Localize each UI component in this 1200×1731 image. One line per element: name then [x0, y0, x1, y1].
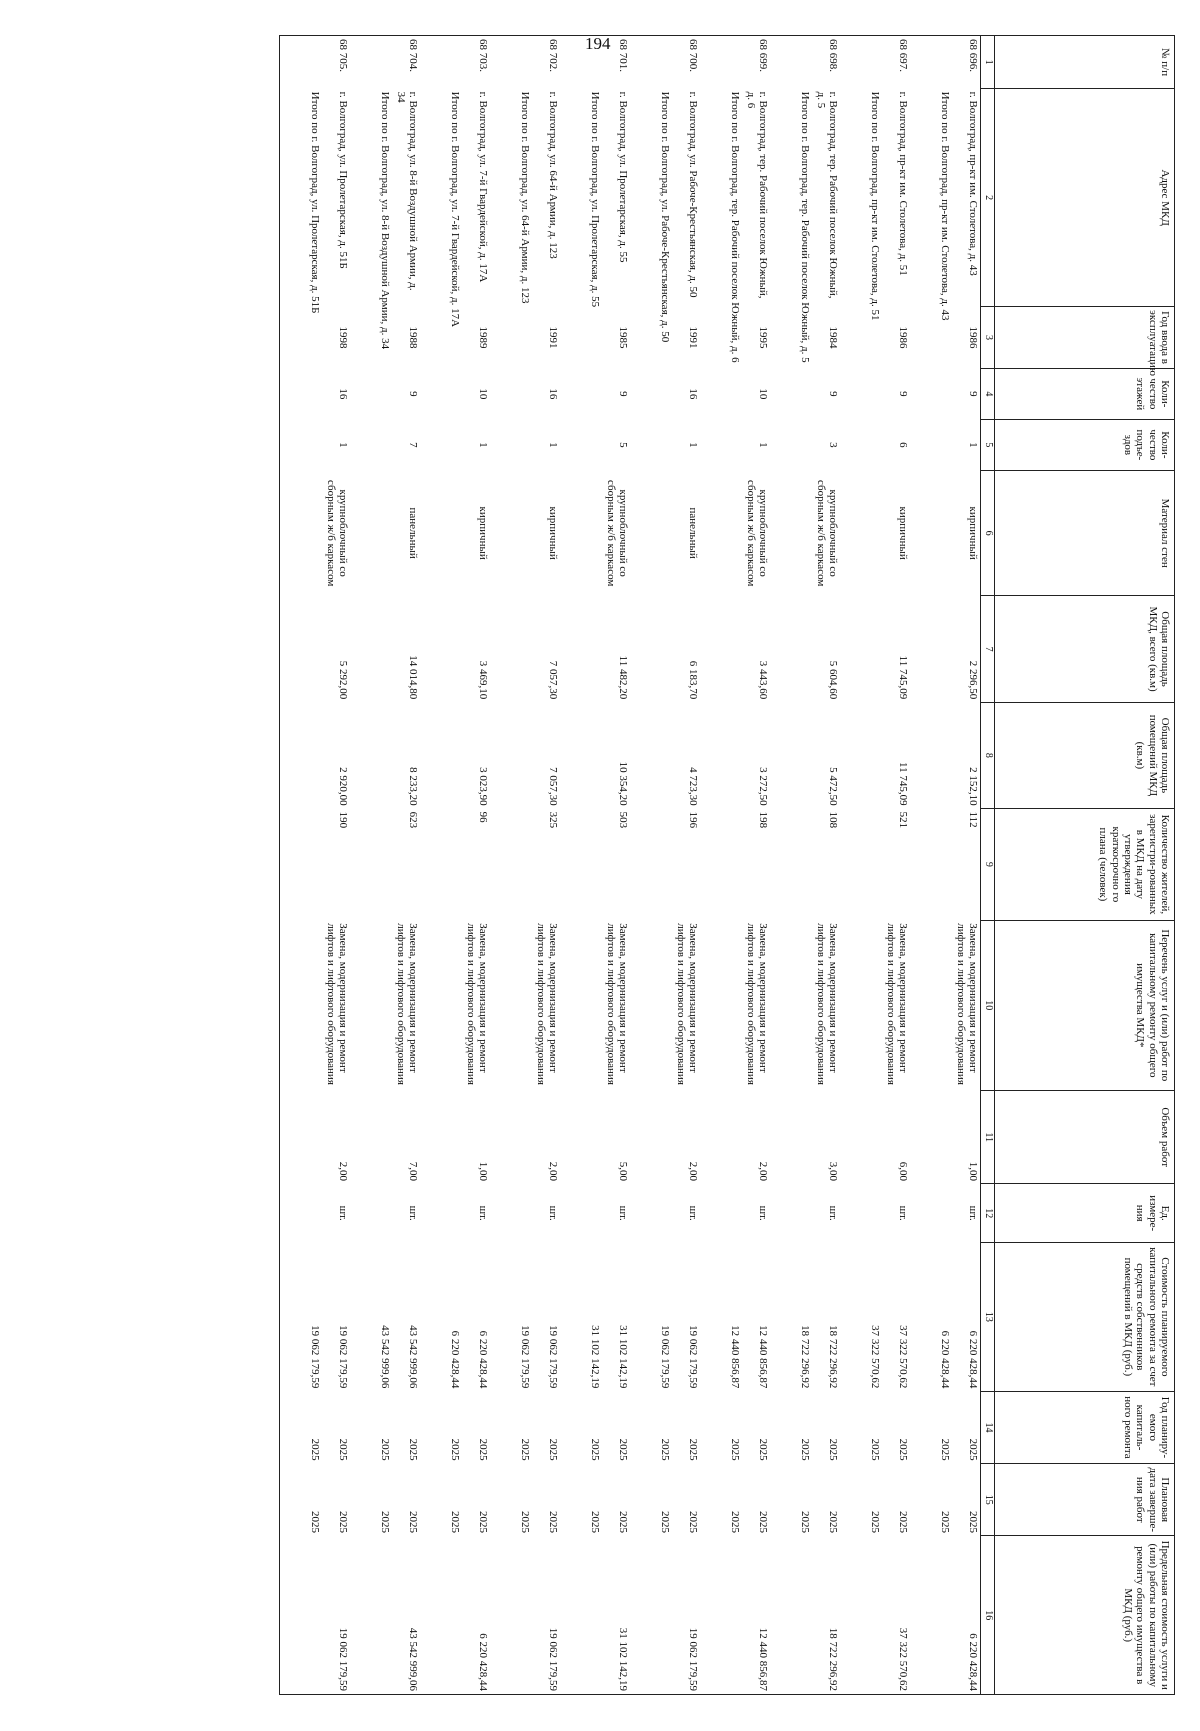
wall-material-cell: кирпичный	[897, 506, 909, 560]
total-end-year-cell: 2025	[799, 1510, 811, 1533]
total-plan-year-cell: 2025	[519, 1438, 531, 1461]
table-row	[602, 36, 630, 1695]
limit-cost-cell: 19 062 179,59	[672, 1536, 700, 1695]
total-limit-cell	[840, 1536, 882, 1695]
address-cell: г. Волгоград, ул. 7-й Гвардейской, д. 17А	[477, 91, 489, 283]
residents-cell: 198	[757, 811, 769, 829]
total-end-year-cell: 2025	[869, 1510, 881, 1533]
total-end-year-cell: 2025	[519, 1510, 531, 1533]
table-body	[280, 36, 981, 1695]
total-row	[910, 36, 952, 1695]
address-cell: г. Волгоград, ул. 8-й Воздушной Армии, д. 34	[394, 91, 419, 291]
rooms-area-cell: 2 920,00	[337, 767, 349, 806]
total-area-cell: 5 604,60	[827, 660, 839, 700]
total-plan-year-cell: 2025	[449, 1438, 461, 1461]
floors-cell: 16	[687, 388, 699, 400]
floors-cell: 10	[757, 388, 769, 400]
column-header: Ед. измере-ния	[995, 1184, 1175, 1242]
table-row	[812, 36, 840, 1695]
address-cell: г. Волгоград, пр-кт им. Столетова, д. 43	[967, 91, 979, 276]
total-row	[560, 36, 602, 1695]
wall-material-cell: крупноблочный со сборным ж/б каркасом	[814, 479, 839, 587]
total-limit-cell	[280, 1536, 323, 1695]
work-list-cell: Замена, модернизация и ремонт лифтов и лифтового оборудования	[604, 923, 629, 1085]
total-plan-year-cell: 2025	[799, 1438, 811, 1461]
column-header: Предельная стоимость услуги и (или) работы по капитальному ремонту общего имущества в МКД (руб.)	[995, 1536, 1175, 1695]
total-label: Итого по г. Волгоград, ул. 7-й Гвардейской, д. 17А	[449, 91, 461, 328]
unit-cell: шт.	[827, 1205, 839, 1221]
column-number: 16	[981, 1536, 995, 1695]
cost-cell: 18 722 296,92	[827, 1325, 839, 1389]
total-limit-cell	[560, 1536, 602, 1695]
total-plan-year-cell: 2025	[659, 1438, 671, 1461]
table-row	[742, 36, 770, 1695]
work-list-cell: Замена, модернизация и ремонт лифтов и лифтового оборудования	[954, 923, 979, 1085]
rooms-area-cell: 5 472,50	[827, 767, 839, 806]
wall-material-cell: панельный	[407, 507, 419, 559]
total-area-cell: 14 014,80	[407, 655, 419, 700]
total-label: Итого по г. Волгоград, пр-кт им. Столетова, д. 51	[869, 91, 881, 321]
unit-cell: шт.	[407, 1205, 419, 1221]
residents-cell: 521	[897, 811, 909, 829]
address-cell: г. Волгоград, ул. 64-й Армии, д. 123	[547, 91, 559, 259]
column-number: 15	[981, 1464, 995, 1536]
total-row	[700, 36, 742, 1695]
volume-cell: 2,00	[337, 1161, 349, 1181]
entrances-cell: 7	[407, 442, 419, 448]
end-year-cell: 2025	[337, 1510, 349, 1533]
column-number: 10	[981, 920, 995, 1090]
unit-cell: шт.	[757, 1205, 769, 1221]
end-year-cell: 2025	[547, 1510, 559, 1533]
total-cost-cell: 12 440 856,87	[729, 1325, 741, 1389]
rooms-area-cell: 8 233,20	[407, 767, 419, 806]
year-cell: 1984	[827, 326, 839, 349]
work-list-cell: Замена, модернизация и ремонт лифтов и лифтового оборудования	[884, 923, 909, 1085]
end-year-cell: 2025	[757, 1510, 769, 1533]
total-label: Итого по г. Волгоград, ул. 64-й Армии, д. 123	[519, 91, 531, 304]
plan-year-cell: 2025	[617, 1438, 629, 1461]
total-label: Итого по г. Волгоград, тер. Рабочий поселок Южный, д. 6	[729, 91, 741, 363]
year-cell: 1988	[407, 326, 419, 349]
total-spacer	[490, 36, 532, 89]
volume-cell: 1,00	[477, 1161, 489, 1181]
limit-cost-cell: 37 322 570,62	[882, 1536, 910, 1695]
unit-cell: шт.	[337, 1205, 349, 1221]
total-row	[840, 36, 882, 1695]
table-row	[952, 36, 981, 1695]
total-label: Итого по г. Волгоград, пр-кт им. Столетова, д. 43	[939, 91, 951, 321]
total-end-year-cell: 2025	[729, 1510, 741, 1533]
total-cost-cell: 37 322 570,62	[869, 1325, 881, 1389]
limit-cost-cell: 6 220 428,44	[952, 1536, 981, 1695]
total-limit-cell	[350, 1536, 392, 1695]
rotated-page	[55, 35, 1175, 1695]
wall-material-cell: крупноблочный со сборным ж/б каркасом	[744, 479, 769, 587]
residents-cell: 108	[827, 811, 839, 829]
total-spacer	[280, 36, 323, 89]
floors-cell: 9	[897, 391, 909, 397]
rooms-area-cell: 3 023,90	[477, 767, 489, 806]
capital-repair-table	[279, 35, 1175, 1695]
plan-year-cell: 2025	[547, 1438, 559, 1461]
row-number: 68 704.	[392, 36, 420, 89]
row-number: 68 701.	[602, 36, 630, 89]
year-cell: 1991	[687, 326, 699, 349]
total-row	[770, 36, 812, 1695]
table-row	[392, 36, 420, 1695]
total-plan-year-cell: 2025	[939, 1438, 951, 1461]
column-header: Объем работ	[995, 1090, 1175, 1184]
wall-material-cell: кирпичный	[967, 506, 979, 560]
cost-cell: 19 062 179,59	[337, 1325, 349, 1389]
total-end-year-cell: 2025	[379, 1510, 391, 1533]
total-label: Итого по г. Волгоград, ул. Пролетарская, д. 51Б	[280, 89, 323, 1243]
total-cost-cell: 19 062 179,59	[519, 1325, 531, 1389]
total-area-cell: 2 296,50	[967, 660, 979, 700]
total-limit-cell	[770, 1536, 812, 1695]
address-cell: г. Волгоград, ул. Пролетарская, д. 55	[617, 91, 629, 263]
volume-cell: 5,00	[617, 1161, 629, 1181]
total-spacer	[420, 36, 462, 89]
work-list-cell: Замена, модернизация и ремонт лифтов и лифтового оборудования	[534, 923, 559, 1085]
column-number: 8	[981, 702, 995, 808]
plan-year-cell: 2025	[337, 1438, 349, 1461]
page-number-text: 194	[585, 34, 611, 53]
year-cell: 1986	[897, 326, 909, 349]
total-label: Итого по г. Волгоград, тер. Рабочий поселок Южный, д. 5	[799, 91, 811, 363]
total-area-cell: 6 183,70	[687, 660, 699, 700]
column-number: 7	[981, 596, 995, 702]
total-area-cell: 7 057,30	[547, 660, 559, 700]
column-number-row	[981, 36, 995, 1695]
plan-year-cell: 2025	[407, 1438, 419, 1461]
wall-material-cell: кирпичный	[547, 506, 559, 560]
rooms-area-cell: 3 272,50	[757, 767, 769, 806]
column-number: 4	[981, 368, 995, 419]
column-number: 11	[981, 1090, 995, 1184]
end-year-cell: 2025	[827, 1510, 839, 1533]
row-number: 68 703.	[462, 36, 490, 89]
limit-cost-cell: 31 102 142,19	[602, 1536, 630, 1695]
plan-year-cell: 2025	[827, 1438, 839, 1461]
wall-material-cell: крупноблочный со сборным ж/б каркасом	[324, 479, 349, 587]
end-year-cell: 2025	[897, 1510, 909, 1533]
total-plan-year-cell: 2025	[729, 1438, 741, 1461]
floors-cell: 9	[407, 391, 419, 397]
column-header: Общая площадь МКД, всего (кв.м)	[995, 596, 1175, 702]
total-row	[490, 36, 532, 1695]
row-number: 68 699.	[742, 36, 770, 89]
residents-cell: 190	[337, 811, 349, 829]
total-cost-cell: 6 220 428,44	[449, 1330, 461, 1389]
total-limit-cell	[490, 1536, 532, 1695]
residents-cell: 112	[967, 811, 979, 828]
work-list-cell: Замена, модернизация и ремонт лифтов и лифтового оборудования	[814, 923, 839, 1085]
residents-cell: 196	[687, 811, 699, 829]
total-label: Итого по г. Волгоград, ул. 8-й Воздушной Армии, д. 34	[379, 91, 391, 350]
floors-cell: 16	[337, 388, 349, 400]
cost-cell: 6 220 428,44	[477, 1330, 489, 1389]
residents-cell: 503	[617, 811, 629, 829]
address-cell: г. Волгоград, тер. Рабочий поселок Южный, д. 6	[744, 91, 769, 299]
total-end-year-cell: 2025	[939, 1510, 951, 1533]
column-header: Коли-чество этажей	[995, 368, 1175, 419]
column-header: Материал стен	[995, 470, 1175, 595]
total-end-year-cell: 2025	[280, 1464, 323, 1536]
total-row	[350, 36, 392, 1695]
total-spacer	[910, 36, 952, 89]
address-cell: г. Волгоград, пр-кт им. Столетова, д. 51	[897, 91, 909, 276]
total-cost-cell: 31 102 142,19	[589, 1325, 601, 1389]
total-spacer	[350, 36, 392, 89]
total-plan-year-cell: 2025	[869, 1438, 881, 1461]
rooms-area-cell: 4 723,30	[687, 767, 699, 806]
total-area-cell: 3 443,60	[757, 660, 769, 700]
volume-cell: 3,00	[827, 1161, 839, 1181]
column-number: 9	[981, 809, 995, 921]
end-year-cell: 2025	[617, 1510, 629, 1533]
volume-cell: 6,00	[897, 1161, 909, 1181]
total-area-cell: 3 469,10	[477, 660, 489, 700]
column-number: 6	[981, 470, 995, 595]
limit-cost-cell: 6 220 428,44	[462, 1536, 490, 1695]
address-cell: г. Волгоград, ул. Рабоче-Крестьянская, д. 50	[687, 91, 699, 298]
cost-cell: 19 062 179,59	[547, 1325, 559, 1389]
cost-cell: 43 542 999,06	[407, 1325, 419, 1389]
limit-cost-cell: 18 722 296,92	[812, 1536, 840, 1695]
entrances-cell: 1	[757, 442, 769, 448]
work-list-cell: Замена, модернизация и ремонт лифтов и лифтового оборудования	[394, 923, 419, 1085]
volume-cell: 2,00	[687, 1161, 699, 1181]
total-cost-cell: 6 220 428,44	[939, 1330, 951, 1389]
total-cost-cell: 43 542 999,06	[379, 1325, 391, 1389]
volume-cell: 7,00	[407, 1161, 419, 1181]
column-header: Общая площадь помещений МКД (кв.м)	[995, 702, 1175, 808]
cost-cell: 6 220 428,44	[967, 1330, 979, 1389]
work-list-cell: Замена, модернизация и ремонт лифтов и лифтового оборудования	[464, 923, 489, 1085]
total-limit-cell	[910, 1536, 952, 1695]
unit-cell: шт.	[547, 1205, 559, 1221]
column-number: 12	[981, 1184, 995, 1242]
entrances-cell: 1	[967, 442, 979, 448]
volume-cell: 1,00	[967, 1161, 979, 1181]
volume-cell: 2,00	[547, 1161, 559, 1181]
cost-cell: 19 062 179,59	[687, 1325, 699, 1389]
table-row	[882, 36, 910, 1695]
total-spacer	[840, 36, 882, 89]
column-header: Адрес МКД	[995, 89, 1175, 307]
limit-cost-cell: 19 062 179,59	[532, 1536, 560, 1695]
rooms-area-cell: 11 745,09	[897, 761, 909, 806]
floors-cell: 9	[617, 391, 629, 397]
entrances-cell: 1	[337, 442, 349, 448]
total-end-year-cell: 2025	[659, 1510, 671, 1533]
total-plan-year-cell: 2025	[280, 1391, 323, 1463]
column-header: Перечень услуг и (или) работ по капитальному ремонту общего имущества МКД*	[995, 920, 1175, 1090]
total-area-cell: 11 482,20	[617, 655, 629, 700]
wall-material-cell: крупноблочный со сборным ж/б каркасом	[604, 479, 629, 587]
total-row	[280, 36, 323, 1695]
total-end-year-cell: 2025	[589, 1510, 601, 1533]
row-number: 68 700.	[672, 36, 700, 89]
floors-cell: 16	[547, 388, 559, 400]
end-year-cell: 2025	[967, 1510, 979, 1533]
row-number: 68 702.	[532, 36, 560, 89]
rooms-area-cell: 2 152,10	[967, 767, 979, 806]
floors-cell: 9	[827, 391, 839, 397]
column-header: Коли-чество подъе-здов	[995, 419, 1175, 470]
year-cell: 1986	[967, 326, 979, 349]
table-row	[322, 36, 350, 1695]
total-spacer	[560, 36, 602, 89]
wall-material-cell: кирпичный	[477, 506, 489, 560]
total-area-cell: 11 745,09	[897, 655, 909, 700]
unit-cell: шт.	[617, 1205, 629, 1221]
plan-year-cell: 2025	[477, 1438, 489, 1461]
total-row	[420, 36, 462, 1695]
column-number: 1	[981, 36, 995, 89]
cost-cell: 12 440 856,87	[757, 1325, 769, 1389]
residents-cell: 325	[547, 811, 559, 829]
floors-cell: 9	[967, 391, 979, 397]
total-cost-cell: 18 722 296,92	[799, 1325, 811, 1389]
total-spacer	[700, 36, 742, 89]
entrances-cell: 1	[477, 442, 489, 448]
limit-cost-cell: 43 542 999,06	[392, 1536, 420, 1695]
limit-cost-cell: 19 062 179,59	[322, 1536, 350, 1695]
end-year-cell: 2025	[477, 1510, 489, 1533]
residents-cell: 623	[407, 811, 419, 829]
total-cost-cell: 19 062 179,59	[280, 1242, 323, 1391]
address-cell: г. Волгоград, тер. Рабочий поселок Южный, д. 5	[814, 91, 839, 299]
plan-year-cell: 2025	[757, 1438, 769, 1461]
total-row	[630, 36, 672, 1695]
row-number: 68 696.	[952, 36, 981, 89]
row-number: 68 698.	[812, 36, 840, 89]
residents-cell: 96	[477, 811, 489, 823]
entrances-cell: 1	[547, 442, 559, 448]
column-header: Плановая дата заверше-ния работ	[995, 1464, 1175, 1536]
column-number: 5	[981, 419, 995, 470]
floors-cell: 10	[477, 388, 489, 400]
total-limit-cell	[420, 1536, 462, 1695]
header-row	[995, 36, 1175, 1695]
unit-cell: шт.	[687, 1205, 699, 1221]
total-label: Итого по г. Волгоград, ул. Пролетарская, д. 55	[589, 91, 601, 308]
plan-year-cell: 2025	[967, 1438, 979, 1461]
total-limit-cell	[630, 1536, 672, 1695]
total-plan-year-cell: 2025	[379, 1438, 391, 1461]
table-header	[981, 36, 1175, 1695]
cost-cell: 37 322 570,62	[897, 1325, 909, 1389]
row-number: 68 697.	[882, 36, 910, 89]
column-number: 13	[981, 1242, 995, 1391]
total-plan-year-cell: 2025	[589, 1438, 601, 1461]
rooms-area-cell: 10 354,20	[617, 761, 629, 806]
volume-cell: 2,00	[757, 1161, 769, 1181]
total-label: Итого по г. Волгоград, ул. Рабоче-Крестьянская, д. 50	[659, 91, 671, 343]
table-row	[462, 36, 490, 1695]
entrances-cell: 5	[617, 442, 629, 448]
unit-cell: шт.	[967, 1205, 979, 1221]
total-limit-cell	[700, 1536, 742, 1695]
total-spacer	[770, 36, 812, 89]
year-cell: 1998	[337, 326, 349, 349]
work-list-cell: Замена, модернизация и ремонт лифтов и лифтового оборудования	[674, 923, 699, 1085]
year-cell: 1991	[547, 326, 559, 349]
limit-cost-cell: 12 440 856,87	[742, 1536, 770, 1695]
row-number: 68 705.	[322, 36, 350, 89]
plan-year-cell: 2025	[897, 1438, 909, 1461]
total-cost-cell: 19 062 179,59	[659, 1325, 671, 1389]
entrances-cell: 3	[827, 442, 839, 448]
entrances-cell: 6	[897, 442, 909, 448]
total-area-cell: 5 292,00	[337, 660, 349, 700]
work-list-cell: Замена, модернизация и ремонт лифтов и лифтового оборудования	[324, 923, 349, 1085]
total-end-year-cell: 2025	[449, 1510, 461, 1533]
end-year-cell: 2025	[407, 1510, 419, 1533]
year-cell: 1989	[477, 326, 489, 349]
work-list-cell: Замена, модернизация и ремонт лифтов и лифтового оборудования	[744, 923, 769, 1085]
column-number: 2	[981, 89, 995, 307]
rooms-area-cell: 7 057,30	[547, 767, 559, 806]
table-row	[672, 36, 700, 1695]
end-year-cell: 2025	[687, 1510, 699, 1533]
cost-cell: 31 102 142,19	[617, 1325, 629, 1389]
table-row	[532, 36, 560, 1695]
column-header: Стоимость планируемого капитального ремонта за счет средств собственников помещений в МКД (руб.)	[995, 1242, 1175, 1391]
year-cell: 1985	[617, 326, 629, 349]
column-header: Год планиру-емого капиталь-ного ремонта	[995, 1391, 1175, 1463]
total-spacer	[630, 36, 672, 89]
column-header: Год ввода в эксплуатацию	[995, 307, 1175, 369]
address-cell: г. Волгоград, ул. Пролетарская, д. 51Б	[337, 91, 349, 269]
plan-year-cell: 2025	[687, 1438, 699, 1461]
year-cell: 1995	[757, 326, 769, 349]
column-number: 3	[981, 307, 995, 369]
unit-cell: шт.	[477, 1205, 489, 1221]
column-number: 14	[981, 1391, 995, 1463]
column-header: № п/п	[995, 36, 1175, 89]
wall-material-cell: панельный	[687, 507, 699, 559]
unit-cell: шт.	[897, 1205, 909, 1221]
column-header: Количество жителей, зарегистри-рованных в МКД на дату утверждения краткосрочно го плана (человек)	[995, 809, 1175, 921]
entrances-cell: 1	[687, 442, 699, 448]
